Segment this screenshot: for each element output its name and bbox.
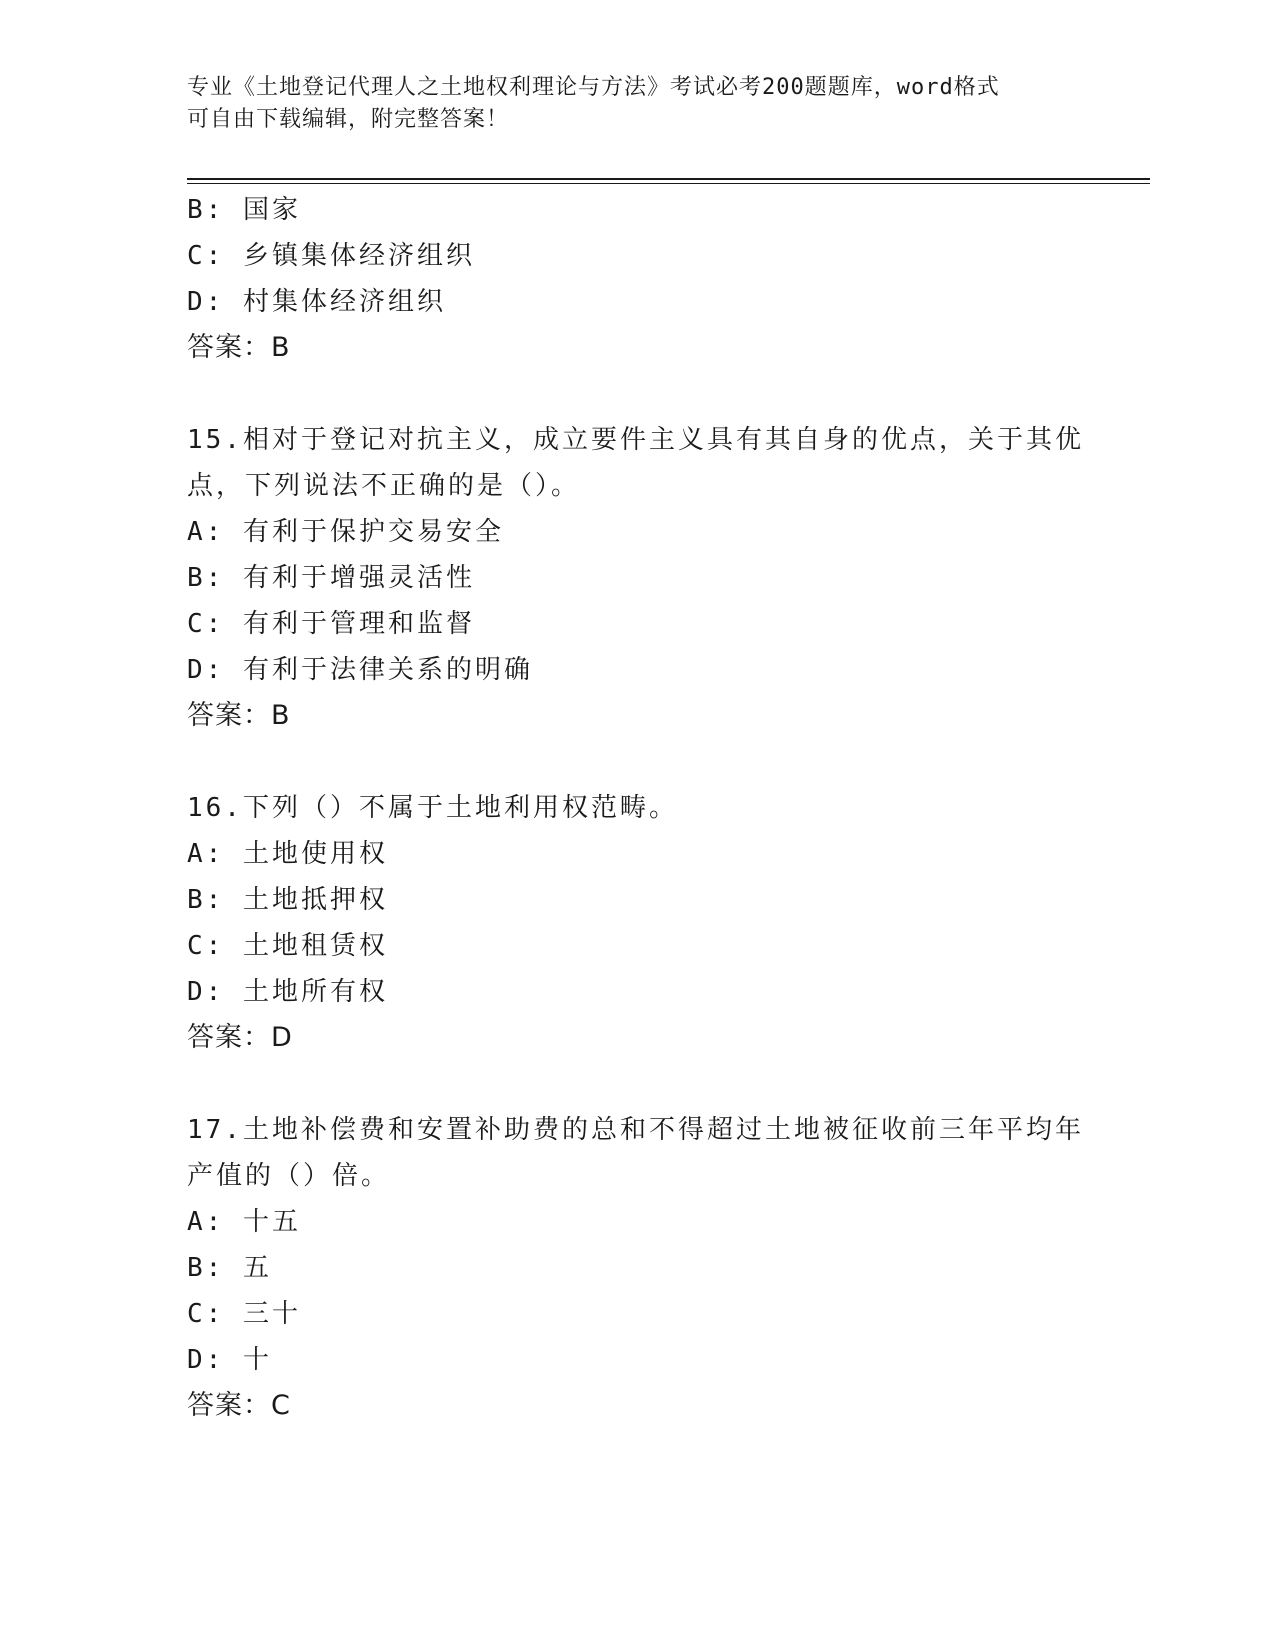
question-stem-line-1: 17.土地补偿费和安置补助费的总和不得超过土地被征收前三年平均年 xyxy=(187,1115,1084,1145)
option-c: C: 乡镇集体经济组织 xyxy=(187,241,475,271)
answer: 答案：B xyxy=(187,332,291,363)
question-stem-line-1: 15.相对于登记对抗主义，成立要件主义具有其自身的优点，关于其优 xyxy=(187,425,1084,455)
question-stem-line-2: 点，下列说法不正确的是（）。 xyxy=(187,471,581,501)
option-d: D: 十 xyxy=(187,1345,272,1375)
option-b: B: 有利于增强灵活性 xyxy=(187,563,475,593)
option-d: D: 土地所有权 xyxy=(187,977,388,1007)
question-16 xyxy=(187,785,1087,1061)
spacer xyxy=(187,371,1087,417)
option-b: B: 五 xyxy=(187,1253,272,1283)
option-c: C: 土地租赁权 xyxy=(187,931,388,961)
option-b: B: 国家 xyxy=(187,195,301,225)
option-d: D: 有利于法律关系的明确 xyxy=(187,655,533,685)
document-header xyxy=(187,72,1077,136)
header-divider-thin xyxy=(187,183,1150,184)
question-17 xyxy=(187,1107,1087,1429)
spacer xyxy=(187,1061,1087,1107)
option-c: C: 三十 xyxy=(187,1299,301,1329)
answer: 答案：C xyxy=(187,1390,291,1421)
option-c: C: 有利于管理和监督 xyxy=(187,609,475,639)
question-stem-line-2: 产值的（）倍。 xyxy=(187,1161,391,1191)
question-15 xyxy=(187,417,1087,739)
header-divider-thick xyxy=(187,178,1150,180)
header-line-2: 可自由下载编辑，附完整答案！ xyxy=(187,107,510,132)
option-a: A: 十五 xyxy=(187,1207,301,1237)
header-line-1: 专业《土地登记代理人之土地权利理论与方法》考试必考200题题库，word格式 xyxy=(187,75,1000,100)
option-b: B: 土地抵押权 xyxy=(187,885,388,915)
answer: 答案：D xyxy=(187,1022,293,1053)
document-body xyxy=(187,187,1087,1429)
option-d: D: 村集体经济组织 xyxy=(187,287,446,317)
option-a: A: 土地使用权 xyxy=(187,839,388,869)
answer: 答案：B xyxy=(187,700,291,731)
option-a: A: 有利于保护交易安全 xyxy=(187,517,504,547)
question-stem-line-1: 16.下列（）不属于土地利用权范畴。 xyxy=(187,793,678,823)
spacer xyxy=(187,739,1087,785)
question-14 xyxy=(187,187,1087,371)
